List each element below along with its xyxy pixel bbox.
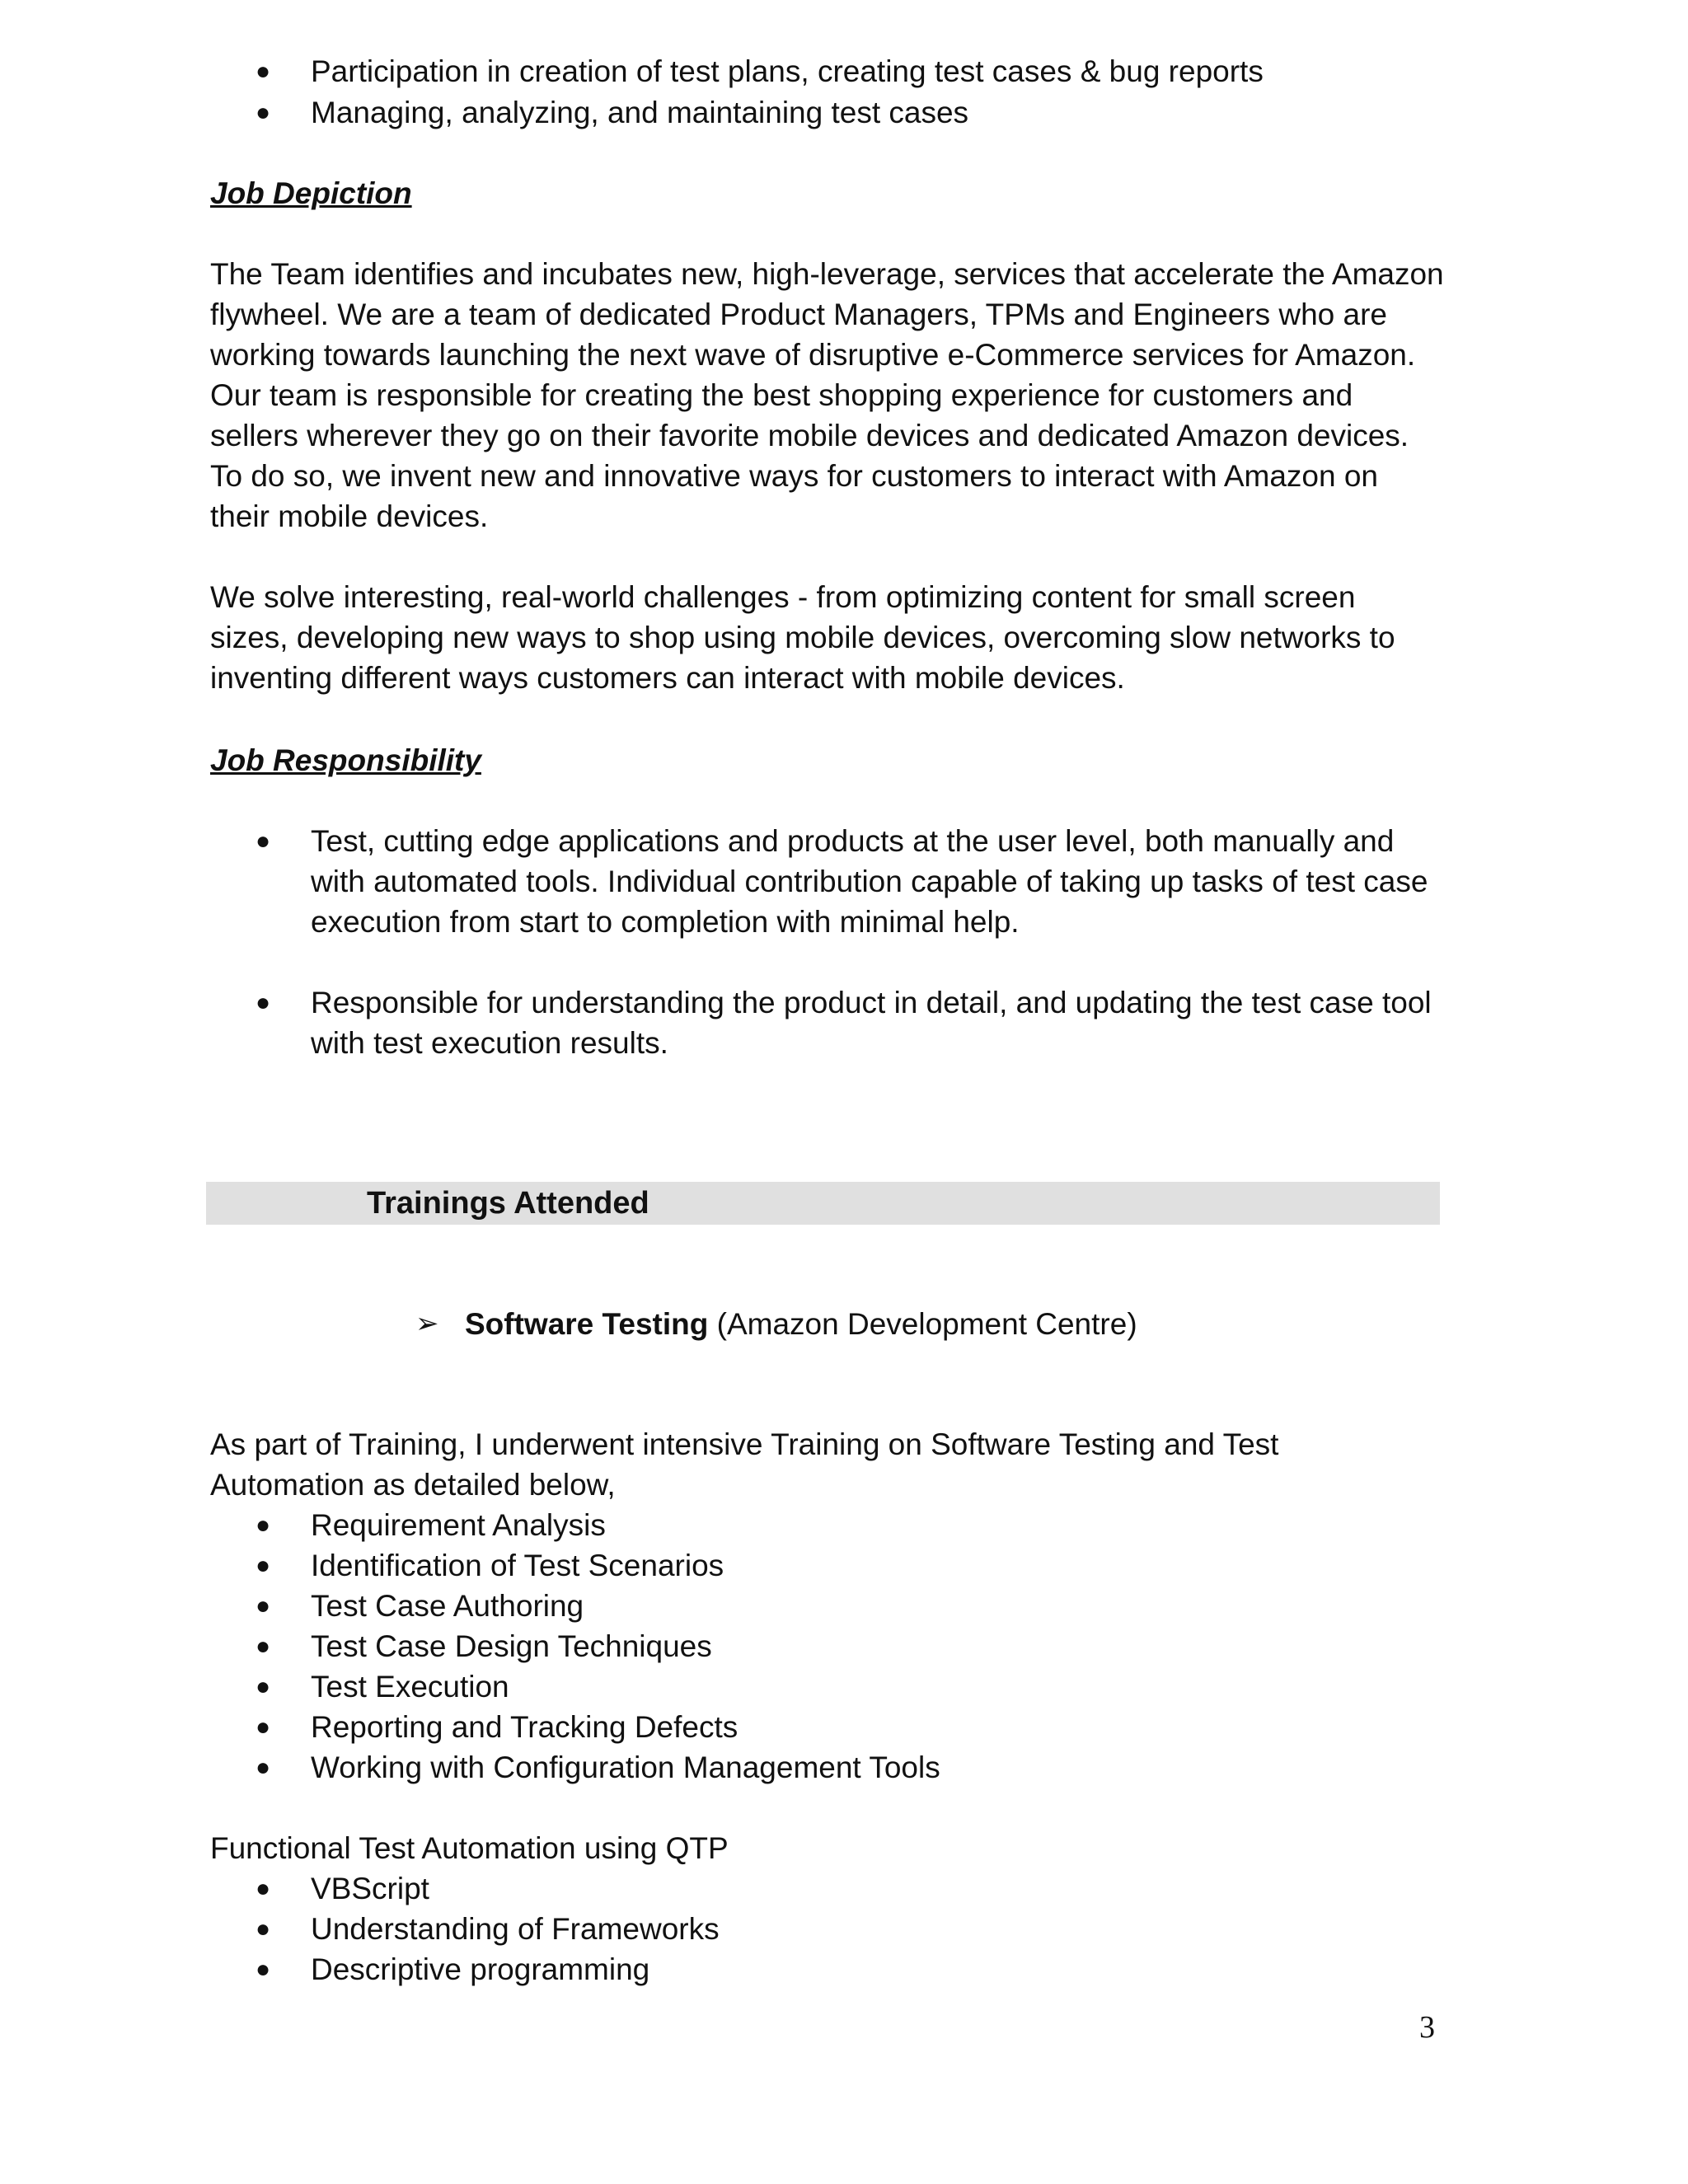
- paragraph-line: Responsible for understanding the product in detail, and updating the test case tool: [311, 986, 1432, 1019]
- paragraph-line: We solve interesting, real-world challenges - from optimizing content for small screen: [210, 580, 1356, 614]
- bullet-icon: ●: [256, 827, 271, 855]
- bullet-icon: ●: [256, 58, 271, 85]
- paragraph-line: execution from start to completion with minimal help.: [311, 905, 1020, 939]
- bullet-icon: ●: [256, 989, 271, 1016]
- course-name: Software Testing: [465, 1307, 709, 1341]
- paragraph-line: The Team identifies and incubates new, high-leverage, services that accelerate the Amazon: [210, 257, 1444, 291]
- paragraph-line: their mobile devices.: [210, 499, 489, 533]
- list-item: Descriptive programming: [311, 1952, 650, 1986]
- paragraph-line: Automation as detailed below,: [210, 1468, 616, 1502]
- paragraph-line: working towards launching the next wave of disruptive e-Commerce services for Amazon.: [210, 338, 1416, 372]
- job-depiction-heading: Job Depiction: [210, 176, 412, 210]
- paragraph-line: with test execution results.: [311, 1026, 668, 1060]
- list-item: Test Case Authoring: [311, 1589, 584, 1623]
- bullet-icon: ●: [256, 1673, 271, 1700]
- paragraph-line: Our team is responsible for creating the best shopping experience for customers and: [210, 378, 1353, 412]
- job-depiction-paragraph-1: [210, 254, 1444, 537]
- job-depiction-paragraph-2: [210, 577, 1395, 698]
- bullet-icon: ●: [256, 1915, 271, 1943]
- course-provider: (Amazon Development Centre): [708, 1307, 1137, 1341]
- bullet-icon: ●: [256, 1875, 271, 1902]
- trainings-section-title: Trainings Attended: [367, 1186, 649, 1221]
- list-item: Requirement Analysis: [311, 1508, 606, 1542]
- training-course: [465, 1304, 1137, 1344]
- bullet-icon: ●: [256, 1633, 271, 1660]
- job-responsibility-heading: Job Responsibility: [210, 743, 481, 777]
- paragraph-line: Test, cutting edge applications and products at the user level, both manually and: [311, 824, 1395, 858]
- list-item: Test Execution: [311, 1670, 509, 1704]
- bullet-icon: ●: [256, 1713, 271, 1741]
- bullet-icon: ●: [256, 1956, 271, 1983]
- list-item: Reporting and Tracking Defects: [311, 1710, 738, 1744]
- paragraph-line: flywheel. We are a team of dedicated Product Managers, TPMs and Engineers who are: [210, 298, 1388, 331]
- responsibility-item: [311, 821, 1428, 942]
- list-item: Identification of Test Scenarios: [311, 1549, 724, 1582]
- bullet-icon: ●: [256, 99, 271, 126]
- training-intro: [210, 1424, 1278, 1505]
- paragraph-line: sizes, developing new ways to shop using mobile devices, overcoming slow networks to: [210, 621, 1395, 654]
- paragraph-line: To do so, we invent new and innovative ways for customers to interact with Amazon on: [210, 459, 1379, 493]
- responsibility-item: [311, 982, 1432, 1063]
- bullet-icon: ●: [256, 1592, 271, 1619]
- paragraph-line: with automated tools. Individual contribution capable of taking up tasks of test case: [311, 865, 1428, 898]
- qtp-title: Functional Test Automation using QTP: [210, 1831, 729, 1865]
- paragraph-line: sellers wherever they go on their favorite mobile devices and dedicated Amazon devices.: [210, 419, 1409, 452]
- bullet-icon: ●: [256, 1754, 271, 1781]
- arrow-bullet-icon: ➢: [415, 1308, 439, 1339]
- list-item: Participation in creation of test plans, creating test cases & bug reports: [311, 54, 1264, 88]
- list-item: Working with Configuration Management Tools: [311, 1750, 940, 1784]
- list-item: Managing, analyzing, and maintaining test cases: [311, 96, 969, 129]
- bullet-icon: ●: [256, 1552, 271, 1579]
- page-number: 3: [1419, 2010, 1435, 2045]
- bullet-icon: ●: [256, 1511, 271, 1539]
- paragraph-line: As part of Training, I underwent intensive Training on Software Testing and Test: [210, 1427, 1279, 1461]
- list-item: VBScript: [311, 1872, 429, 1905]
- list-item: Test Case Design Techniques: [311, 1629, 712, 1663]
- paragraph-line: inventing different ways customers can interact with mobile devices.: [210, 661, 1125, 695]
- list-item: Understanding of Frameworks: [311, 1912, 720, 1946]
